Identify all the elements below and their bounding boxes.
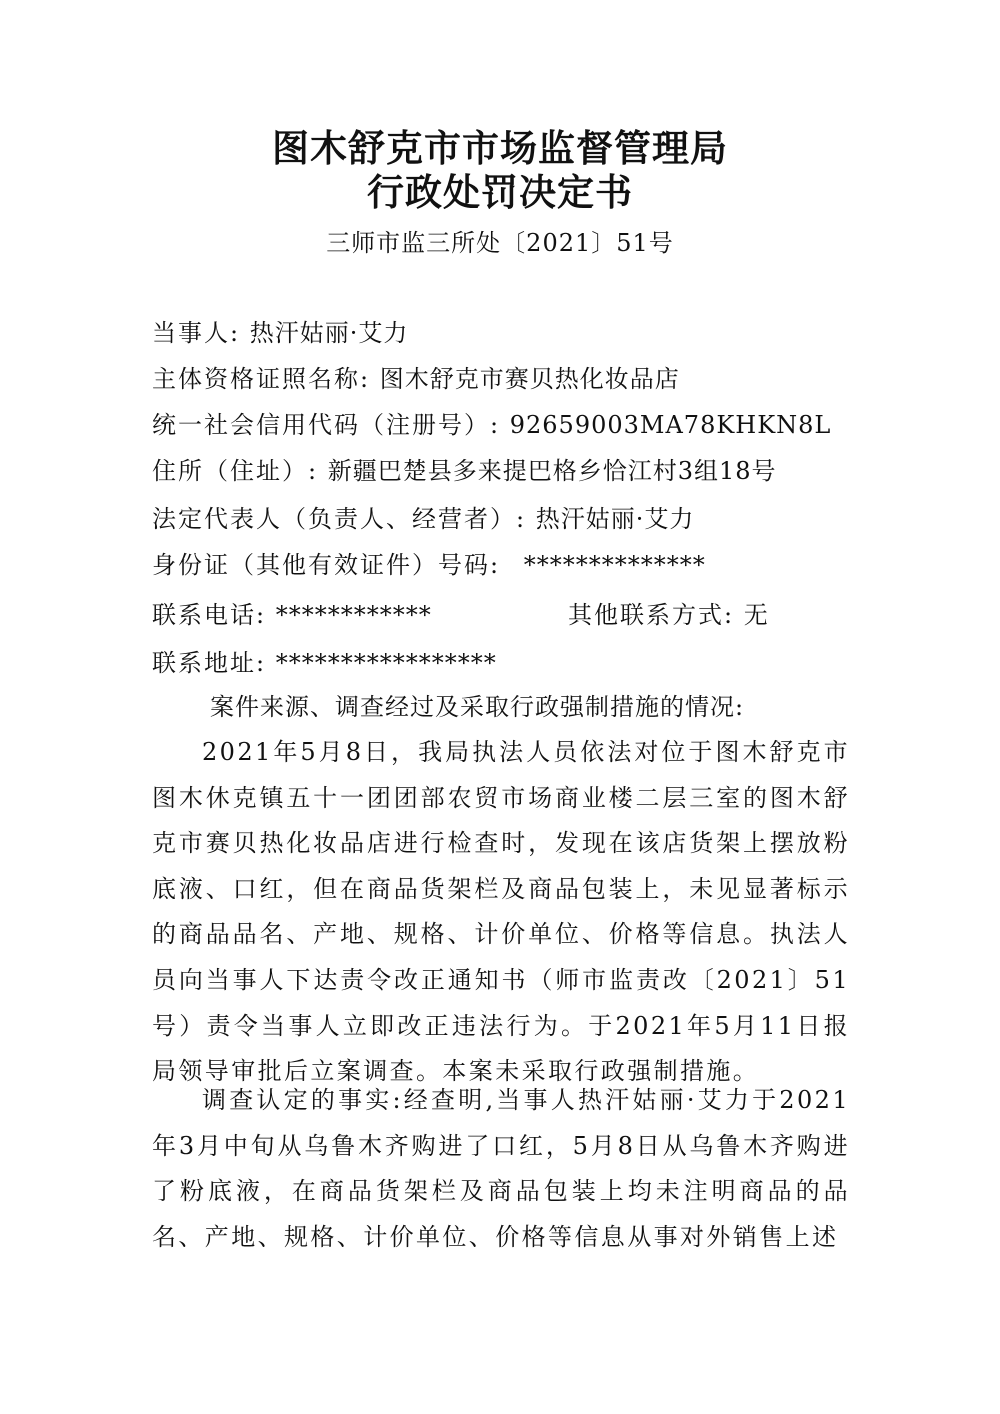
facts-paragraph: 调查认定的事实:经查明,当事人热汗姑丽·艾力于2021年3月中旬从乌鲁木齐购进了口红，5月8日从乌鲁木齐购进了粉底液，在商品货架栏及商品包装上均未注明商品的品名、产地、规格、计价单位、价格等信息从事对外销售上述 (152, 1086, 850, 1251)
other-contact-value: 无 (743, 601, 770, 629)
document-number: 三师市监三所处〔2021〕51号 (326, 229, 674, 257)
party-name-label: 当事人: (152, 319, 241, 347)
phone-row (152, 600, 432, 630)
case-source-heading: 案件来源、调查经过及采取行政强制措施的情况: (210, 693, 745, 721)
license-row (152, 364, 680, 394)
credit-code-label: 统一社会信用代码（注册号）: (152, 411, 501, 439)
representative-row (152, 504, 694, 534)
license-label: 主体资格证照名称: (152, 365, 371, 393)
contact-address-row (152, 648, 497, 678)
other-contact-label: 其他联系方式: (568, 601, 735, 629)
address-value: 新疆巴楚县多来提巴格乡恰江村3组18号 (327, 457, 777, 485)
address-label: 住所（住址）: (152, 457, 319, 485)
party-name-value: 热汗姑丽·艾力 (249, 319, 409, 347)
document-title-agency: 图木舒克市市场监督管理局 (272, 126, 728, 170)
representative-value: 热汗姑丽·艾力 (535, 505, 695, 533)
id-number-label: 身份证（其他有效证件）号码: (152, 551, 501, 579)
representative-label: 法定代表人（负责人、经营者）: (152, 505, 527, 533)
contact-address-label: 联系地址: (152, 649, 267, 677)
contact-address-value: ***************** (275, 649, 497, 677)
id-number-value: ************** (523, 551, 706, 579)
document-title-type: 行政处罚决定书 (367, 170, 633, 214)
address-row (152, 456, 777, 486)
other-contact-row (568, 600, 770, 630)
credit-code-value: 92659003MA78KHKN8L (509, 411, 832, 439)
id-number-row (152, 550, 706, 580)
phone-value: ************ (275, 601, 432, 629)
case-investigation-paragraph: 2021年5月8日，我局执法人员依法对位于图木舒克市图木休克镇五十一团团部农贸市场商业楼二层三室的图木舒克市赛贝热化妆品店进行检查时，发现在该店货架上摆放粉底液、口红，但在商品货架栏及商品包装上，未见显著标示的商品品名、产地、规格、计价单位、价格等信息。执法人员向当事人下达责令改正通知书（师市监责改〔2021〕51号）责令当事人立即改正违法行为。于2021年5月11日报局领导审批后立案调查。本案未采取行政强制措施。 (152, 738, 850, 1086)
license-value: 图木舒克市赛贝热化妆品店 (379, 365, 680, 393)
phone-label: 联系电话: (152, 601, 267, 629)
party-name-row (152, 318, 408, 348)
credit-code-row (152, 410, 831, 440)
